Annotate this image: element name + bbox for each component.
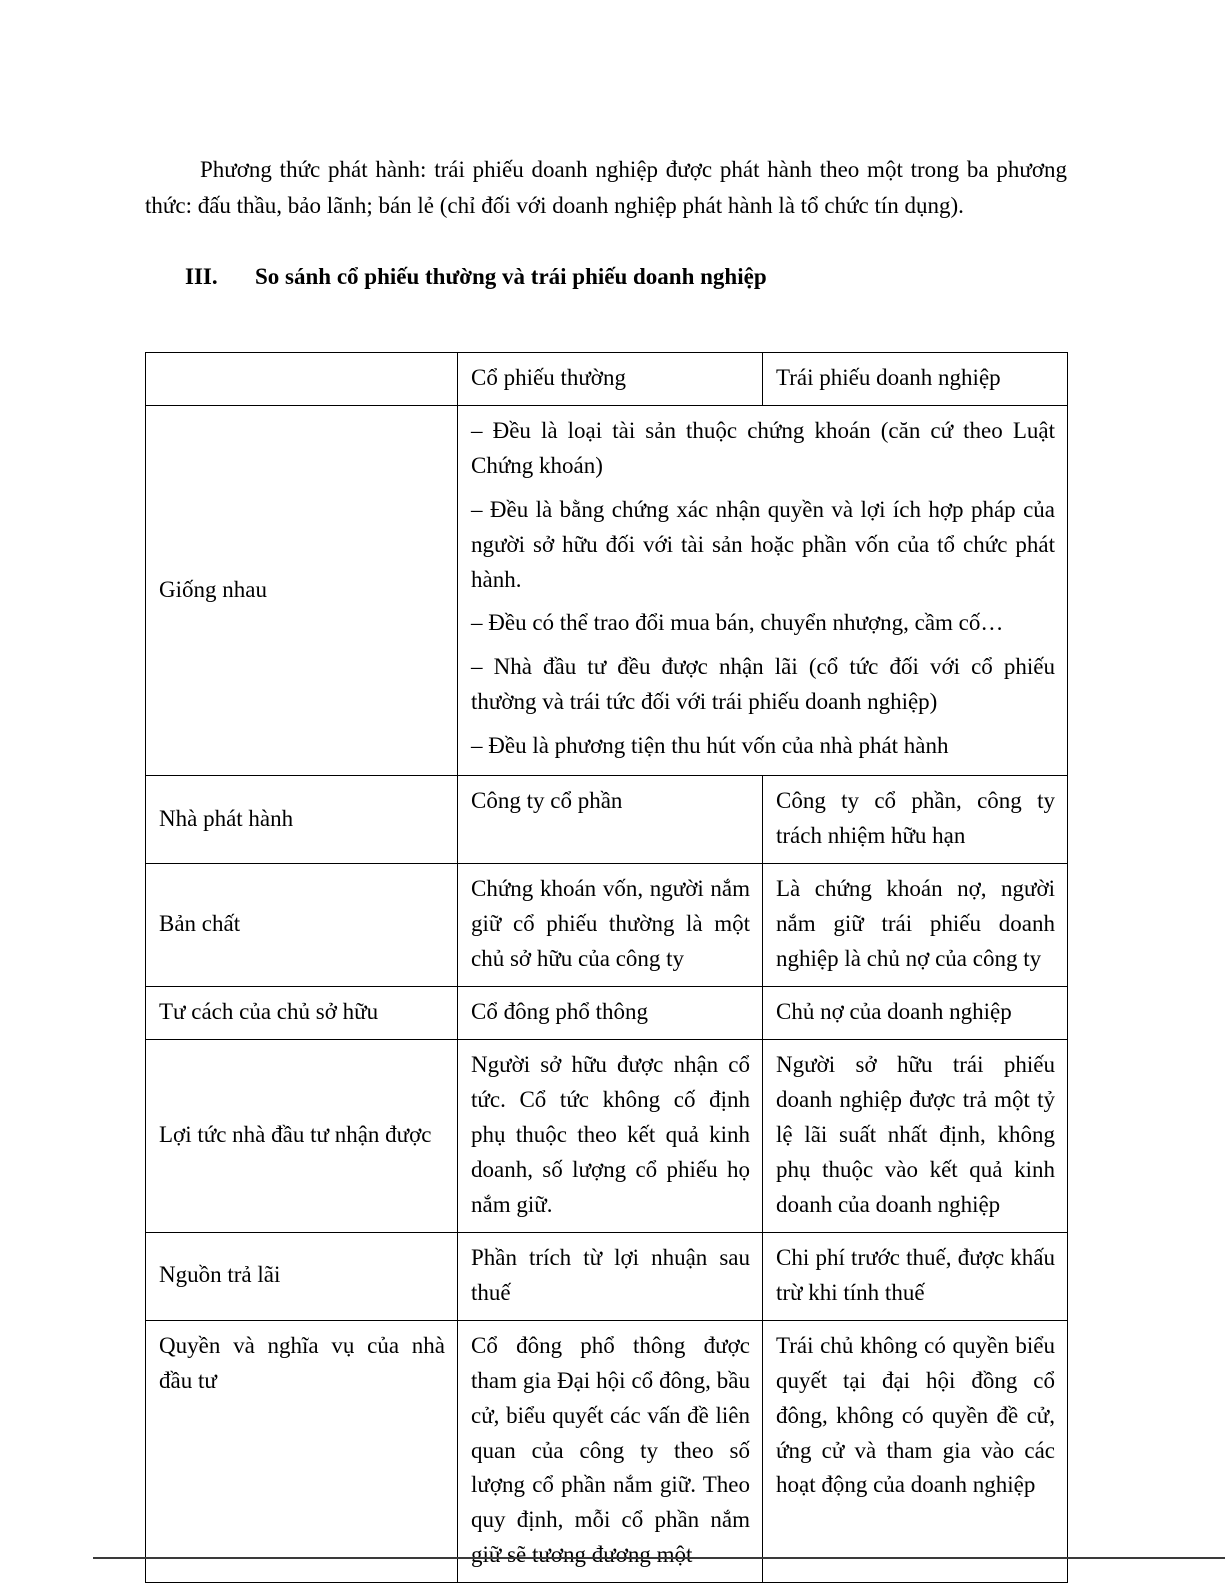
row-label: Nguồn trả lãi xyxy=(146,1232,458,1320)
stock-cell: Người sở hữu được nhận cổ tức. Cổ tức không cố định phụ thuộc theo kết quả kinh doanh, số lượng cổ phiếu họ nắm giữ. xyxy=(458,1040,763,1233)
stock-cell: Cổ đông phổ thông được tham gia Đại hội cổ đông, bầu cử, biểu quyết các vấn đề liên quan của công ty theo số lượng cổ phần nắm giữ. Theo quy định, mỗi cổ phần nắm giữ sẽ tương đương một xyxy=(458,1320,763,1583)
header-blank-cell xyxy=(146,352,458,405)
row-label: Giống nhau xyxy=(146,405,458,776)
bond-cell: Là chứng khoán nợ, người nắm giữ trái phiếu doanh nghiệp là chủ nợ của công ty xyxy=(763,864,1068,987)
table-row-holder-status xyxy=(146,987,1068,1040)
similarity-item: – Đều là loại tài sản thuộc chứng khoán (căn cứ theo Luật Chứng khoán) xyxy=(471,417,1055,478)
table-row-investor-return xyxy=(146,1040,1068,1233)
section-number: III. xyxy=(185,263,218,289)
bond-cell: Công ty cổ phần, công ty trách nhiệm hữu hạn xyxy=(763,776,1068,864)
stock-cell: Phần trích từ lợi nhuận sau thuế xyxy=(458,1232,763,1320)
page-bottom-rule xyxy=(93,1557,1225,1559)
table-header-row xyxy=(146,352,1068,405)
similarity-item: – Đều là bằng chứng xác nhận quyền và lợi ích hợp pháp của người sở hữu đối với tài sản hoặc phần vốn của tổ chức phát hành. xyxy=(471,496,1055,592)
similarity-item: – Đều là phương tiện thu hút vốn của nhà phát hành xyxy=(471,733,949,759)
comparison-table xyxy=(145,352,1068,1584)
bond-cell: Chủ nợ của doanh nghiệp xyxy=(763,987,1068,1040)
header-stock-cell: Cổ phiếu thường xyxy=(458,352,763,405)
stock-cell: Cổ đông phổ thông xyxy=(458,987,763,1040)
bond-cell: Trái chủ không có quyền biểu quyết tại đại hội đồng cổ đông, không có quyền đề cử, ứng cử và tham gia vào các hoạt động của doanh nghiệp xyxy=(763,1320,1068,1583)
row-label: Tư cách của chủ sở hữu xyxy=(146,987,458,1040)
bond-cell: Người sở hữu trái phiếu doanh nghiệp được trả một tỷ lệ lãi suất nhất định, không phụ thuộc vào kết quả kinh doanh của doanh nghiệp xyxy=(763,1040,1068,1233)
section-heading xyxy=(145,264,1067,290)
bond-cell: Chi phí trước thuế, được khấu trừ khi tính thuế xyxy=(763,1232,1068,1320)
header-bond-cell: Trái phiếu doanh nghiệp xyxy=(763,352,1068,405)
similarities-cell xyxy=(458,405,1068,776)
table-row-payment-source xyxy=(146,1232,1068,1320)
table-row-issuer xyxy=(146,776,1068,864)
stock-cell: Công ty cổ phần xyxy=(458,776,763,864)
table-row-nature xyxy=(146,864,1068,987)
row-label: Lợi tức nhà đầu tư nhận được xyxy=(146,1040,458,1233)
document-page xyxy=(145,152,1067,1583)
section-title: So sánh cổ phiếu thường và trái phiếu doanh nghiệp xyxy=(255,263,767,289)
row-label: Nhà phát hành xyxy=(146,776,458,864)
row-label: Quyền và nghĩa vụ của nhà đầu tư xyxy=(146,1320,458,1583)
similarity-item: – Nhà đầu tư đều được nhận lãi (cổ tức đối với cổ phiếu thường và trái tức đối với trái phiếu doanh nghiệp) xyxy=(471,654,1055,715)
stock-cell: Chứng khoán vốn, người nắm giữ cổ phiếu thường là một chủ sở hữu của công ty xyxy=(458,864,763,987)
table-row-similarities xyxy=(146,405,1068,776)
similarity-item: – Đều có thể trao đổi mua bán, chuyển nhượng, cầm cố… xyxy=(471,610,1004,636)
row-label: Bản chất xyxy=(146,864,458,987)
table-row-rights-obligations xyxy=(146,1320,1068,1583)
intro-paragraph: Phương thức phát hành: trái phiếu doanh nghiệp được phát hành theo một trong ba phương thức: đấu thầu, bảo lãnh; bán lẻ (chỉ đối với doanh nghiệp phát hành là tổ chức tín dụng). xyxy=(145,157,1067,218)
